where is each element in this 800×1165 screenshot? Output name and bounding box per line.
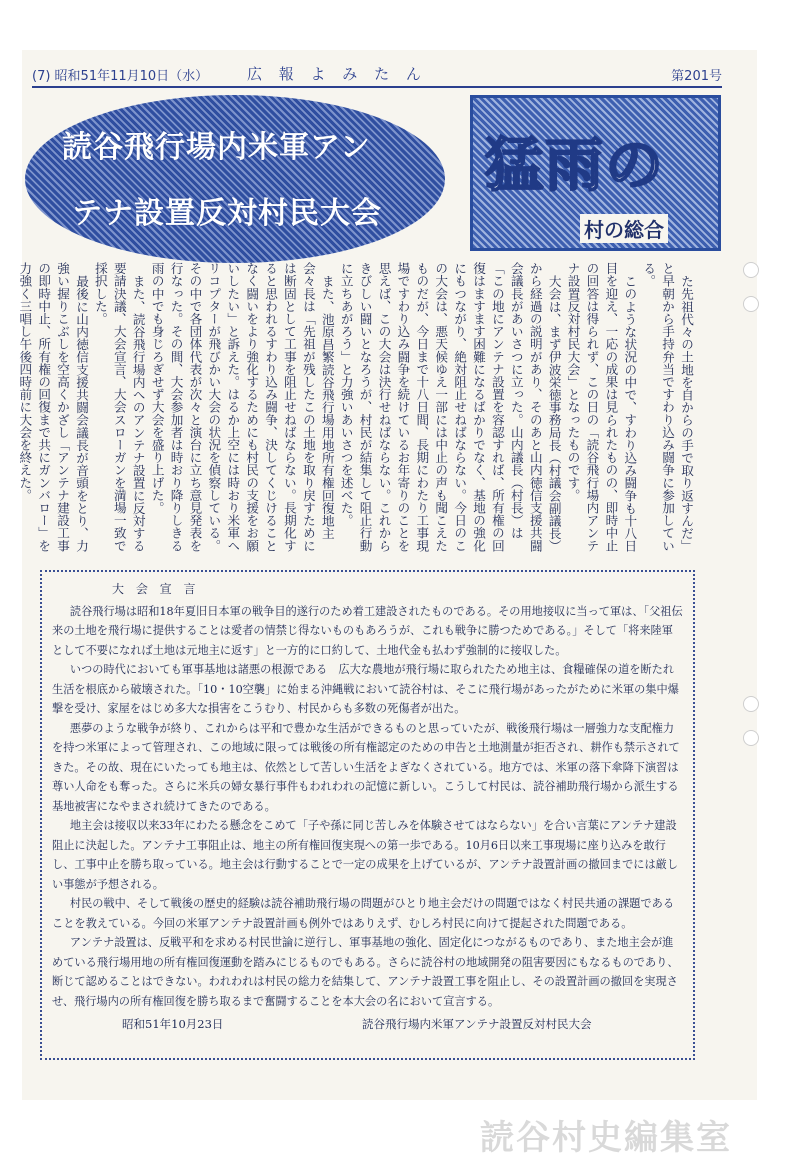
- punch-hole: [743, 296, 759, 312]
- punch-hole: [743, 730, 759, 746]
- declaration-paragraph: 悪夢のような戦争が終り、これからは平和で豊かな生活ができるものと思っていたが、戦後飛行場は一層強力な支配権力を持つ米軍によって管理され、この地域に限っては戦後の所有権認定のための申告と土地測量が拒否され、耕作も禁示されてきた。その故、現在にいたっても地主は、依然として苦しい生活をよぎなくされている。地方では、米軍の落下傘降下演習は尊い人命をも奪った。さらに米兵の婦女暴行事件もわれわれの記憶に新しい。こうして村民は、読谷補助飛行場から派生する基地被害になやまされ続けてきたのである。: [52, 721, 680, 813]
- declaration-organization: 読谷飛行場内米軍アンテナ設置反対村民大会: [362, 1017, 592, 1031]
- article-body: [17, 262, 695, 562]
- headline-ellipse: [25, 95, 445, 263]
- declaration-heading: 大 会 宣 言: [112, 582, 200, 596]
- punch-hole: [743, 262, 759, 278]
- article-paragraph: また、読谷飛行場内へのアンテナ設置に反対する要請決議、大会宣言、大会スローガンを満場一致で採択した。: [92, 262, 146, 552]
- declaration-paragraph: いつの時代においても軍事基地は諸悪の根源である 広大な農地が飛行場に取られたため地主は、食糧確保の道を断たれ生活を根底から破壊された。「10・10空襲」に始まる沖縄戦において読谷村は、そこに飛行場があったがために米軍の集中爆撃を受け、家屋をはじめ多大な損害をこうむり、村民からも多数の死傷者が出た。: [52, 663, 679, 715]
- declaration-paragraph: 読谷飛行場は昭和18年夏旧日本軍の戦争目的遂行のため着工建設されたものである。その用地接収に当って軍は、「父祖伝来の土地を飛行場に提供することは愛者の情禁じ得ないものもあろうが、これも戦争に勝つためである。」そして「将来陸軍として不要になれば土地は元地主に返す」と一方的に口約して、土地代金も払わず強制的に接収した。: [52, 604, 683, 657]
- article-paragraph: た先祖代々の土地を自からの手で取り返すんだ」と早朝から手持弁当ですわり込み闘争に参加している。: [641, 262, 694, 552]
- declaration-box: [40, 570, 695, 1060]
- declaration-paragraph: 地主会は接収以来33年にわたる懸念をこめて「子や孫に同じ苦しみを体験させてはならない」を合い言葉にアンテナ建設阻止に決起した。アンテナ工事阻止は、地主の所有権回復実現への第一歩である。10月6日以来工事現場に座り込みを敢行し、工事中止を勝ち取っている。地主会は行動することで一定の成果を上げているが、アンテナ設置計画の撤回までには厳しい事態が予想される。: [52, 819, 679, 891]
- headline-line-1: 読谷飛行場内米軍アン: [62, 130, 371, 165]
- declaration-paragraph: アンテナ設置は、反戦平和を求める村民世論に逆行し、軍事基地の強化、固定化につながるものであり、また地主会が進めている飛行場用地の所有権回復運動を踏みにじるものでもある。さらに読谷村の地域開発の阻害要因にもなるものであり、断じて認めることはできない。われわれは村民の総力を結集して、アンテナ設置工事を阻止し、その設置計画の撤回を実現させ、飛行場内の所有権回復を勝ち取るまで奮闘することを本大会の名において宣言する。: [52, 936, 679, 1008]
- article-paragraph: このような状況の中で、すわり込み闘争も十八日目を迎え、一応の成果は見られたものの、即時中止の回答は得られず、この日の「読谷飛行場内アンテナ設置反対村民大会」となったものです。: [565, 262, 638, 552]
- issue-date: (7) 昭和51年11月10日（水）: [32, 69, 209, 84]
- article-paragraph: 最後に山内徳信支援共闘会議長が音頭をとり、力強い握りこぶしを空高くかざし「アンテナ建設工事の即時中止、所有権の回復まで共にガンバロー」を力強く三唱し午後四時前に大会を終えた。: [17, 262, 89, 552]
- issue-number: 第201号: [671, 69, 722, 84]
- declaration-signature: [52, 1015, 683, 1039]
- declaration-date: 昭和51年10月23日: [122, 1017, 224, 1031]
- article-paragraph: また、池原昌繁読谷飛行場用地所有権回復地主会々長は「先祖が残したこの土地を取り戻すためには断固として工事を阻止せねばならない。長期化すると思われるすわり込み闘争、決してくじけることなく闘いをより強化するためにも村民の支援をお願いしたい」と訴えた。はるか上空には時おり米軍ヘリコプターが飛びかい大会の状況を偵察している。その中で各団体代表が次々と演台に立ち意見発表を行なった。その間、大会参加者は時おり降りしきる雨の中でも身じろぎせず大会を盛り上げた。: [149, 262, 335, 552]
- punch-hole: [743, 696, 759, 712]
- headline-line-2: テナ設置反対村民大会: [72, 196, 382, 231]
- newspaper-name: 広 報 よ み た ん: [247, 65, 427, 83]
- side-subheadline: 村の総合: [580, 214, 668, 243]
- side-headline: 猛雨の: [485, 131, 666, 199]
- page-header: [32, 62, 722, 88]
- archive-watermark: 読谷村史編集室: [480, 1118, 732, 1158]
- declaration-paragraph: 村民の戦中、そして戦後の歴史的経験は読谷補助飛行場の問題がひとり地主会だけの問題ではなく村民共通の課題であることを教えている。今回の米軍アンテナ設置計画も例外ではありえず、むしろ村民に向けて提起された問題である。: [52, 897, 675, 930]
- article-paragraph: 大会は、まず伊波栄徳事務局長（村議会副議長）から経過の説明があり、そのあと山内徳信支援共闘会議長があいさつに立った。山内議長（村長）は「この地にアンテナ設置を容認すれば、所有権の回復はますます困難になるばかりでなく、基地の強化にもつながり、絶対阻止せねばならない。今日のこの大会は、悪天候ゆえ一部には中止の声も聞こえたものだが、今日まで十八日間、長期にわたり工事現場ですわり込み闘争を続けているお年寄りのことを思えば、この大会は決行せねばならない。これからきびしい闘いとなろうが、村民が結集して阻止行動に立ちあがろう」と力強いあいさつを述べた。: [338, 262, 562, 552]
